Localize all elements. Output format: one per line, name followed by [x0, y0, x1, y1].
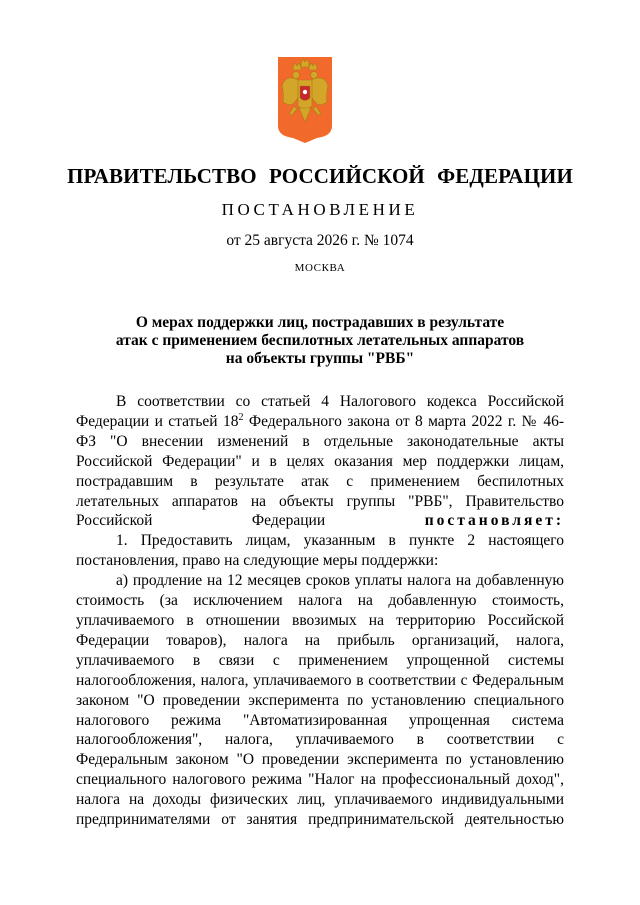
- document-heading: [60, 314, 580, 368]
- item-1a-paragraph: а) продление на 12 месяцев сроков уплаты налога на добавленную стоимость (за исключением налога на добавленную стоимость, уплачиваемого в отношении ввозимых на территорию Российской Федерации товаров), налога на прибыль организаций, налога, уплачиваемого в связи с применением упрощенной системы налогообложения, налога, уплачиваемого в соответствии с Федеральным законом "О проведении эксперимента по установлению специального налогового режима "Автоматизированная упрощенная система налогообложения", налога, уплачиваемого в соответствии с Федеральным законом "О проведении эксперимента по установлению специального налогового режима "Налог на профессиональный доход", налога на доходы физических лиц, уплачиваемого индивидуальными предпринимателями от занятия предпринимательской деятельностью: [76, 572, 564, 829]
- preamble-text: В соответствии со статьей 4 Налогового кодекса Российской Федерации и статьей 18: [76, 393, 564, 430]
- preamble-paragraph: [76, 392, 564, 531]
- document-date-number: от 25 августа 2026 г. № 1074: [226, 232, 414, 249]
- item-1-paragraph: 1. Предоставить лицам, указанным в пункте 2 настоящего постановления, право на следующие меры поддержки:: [76, 532, 564, 570]
- decree-word: постановляет:: [424, 512, 564, 530]
- document-city: МОСКВА: [294, 262, 346, 274]
- heading-line: атак с применением беспилотных летательных аппаратов: [115, 332, 525, 349]
- coat-of-arms-icon: [277, 56, 333, 144]
- heading-line: на объекты группы "РВБ": [225, 350, 415, 367]
- heading-line: О мерах поддержки лиц, пострадавших в результате: [135, 314, 505, 331]
- preamble-text: Федерального закона от 8 марта 2022 г. № 46-ФЗ "О внесении изменений в отдельные законодательные акты Российской Федерации" и в целях оказания мер поддержки лицам, пострадавшим в результате атак с применением беспилотных летательных аппаратов на объекты группы "РВБ", Правительство Российской Федерации: [76, 412, 564, 530]
- superscript: 2: [238, 411, 244, 423]
- government-title: ПРАВИТЕЛЬСТВО РОССИЙСКОЙ ФЕДЕРАЦИИ: [67, 164, 573, 188]
- document-body: [76, 392, 564, 830]
- document-type: ПОСТАНОВЛЕНИЕ: [221, 200, 419, 219]
